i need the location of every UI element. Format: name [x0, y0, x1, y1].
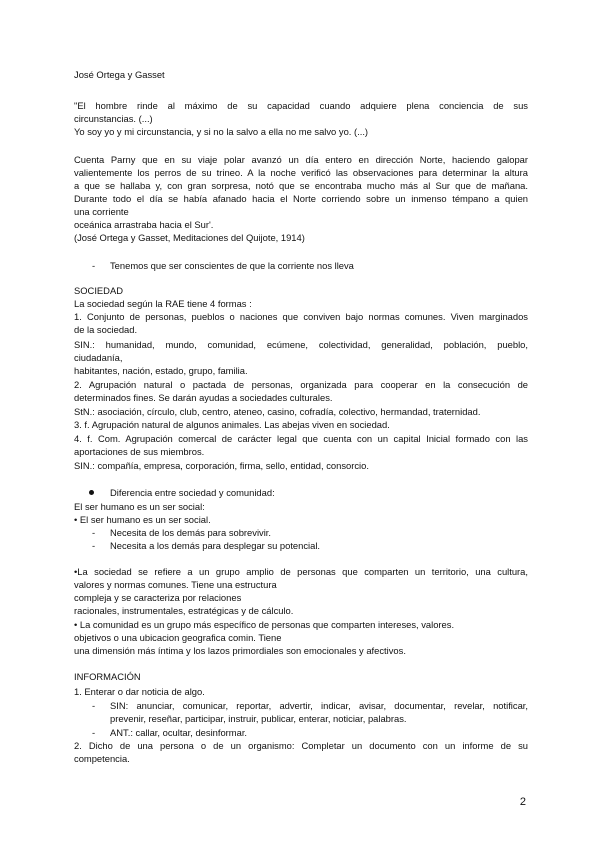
sociedad-sin1-line-1: SIN.: humanidad, mundo, comunidad, ecúmene, colectividad, generalidad, población, pueblo, — [74, 339, 528, 350]
dash-note-text: Tenemos que ser conscientes de que la corriente nos lleva — [110, 260, 354, 271]
sociedad-def-line-4: racionales, instrumentales, estratégicas y de cálculo. — [74, 605, 294, 616]
sociedad-def-line-1: •La sociedad se refiere a un grupo amplio de personas que comparten un territorio, una cultura, — [74, 566, 528, 577]
dash-bullet: - — [92, 260, 96, 271]
informacion-sin-line-2: prevenir, reseñar, participar, instruir, publicar, enterar, noticiar, palabras. — [110, 713, 407, 724]
informacion-def2-line-2: competencia. — [74, 753, 130, 764]
dash-bullet: - — [92, 727, 96, 738]
diferencia-line-2: • El ser humano es un ser social. — [74, 514, 211, 525]
parny-line-1: Cuenta Parny que en su viaje polar avanzó un día entero en dirección Norte, haciendo galopar — [74, 154, 528, 165]
comunidad-def-line-2: objetivos o una ubicacion geografica comin. Tiene — [74, 632, 282, 643]
diferencia-sub-1: Necesita de los demás para sobrevivir. — [110, 527, 272, 538]
sociedad-def4-line-2: aportaciones de sus miembros. — [74, 446, 205, 457]
sociedad-def4-line-1: 4. f. Com. Agrupación comercal de carácter legal que cuenta con un capital Inicial formado con las — [74, 433, 528, 444]
quote-line-1: "El hombre rinde al máximo de su capacidad cuando adquiere plena conciencia de sus — [74, 100, 528, 111]
dash-bullet: - — [92, 527, 96, 538]
bullet-dot-icon — [89, 490, 94, 495]
diferencia-heading: Diferencia entre sociedad y comunidad: — [110, 487, 275, 498]
sociedad-heading: SOCIEDAD — [74, 285, 123, 296]
parny-line-6: oceánica arrastraba hacia el Sur'. — [74, 219, 214, 230]
sociedad-def-line-3: compleja y se caracteriza por relaciones — [74, 592, 242, 603]
parny-line-2: valientemente los perros de su trineo. A la noche verificó las observaciones para determinar la altura — [74, 167, 528, 178]
parny-citation: (José Ortega y Gasset, Meditaciones del Quijote, 1914) — [74, 232, 305, 243]
diferencia-line-1: El ser humano es un ser social: — [74, 501, 205, 512]
sociedad-def3: 3. f. Agrupación natural de algunos animales. Las abejas viven en sociedad. — [74, 419, 390, 430]
informacion-heading: INFORMACIÓN — [74, 671, 141, 682]
author-name: José Ortega y Gasset — [74, 69, 165, 80]
sociedad-sin1-line-3: habitantes, nación, estado, grupo, familia. — [74, 365, 248, 376]
informacion-def2-line-1: 2. Dicho de una persona o de un organismo: Completar un documento con un informe de su — [74, 740, 528, 751]
dash-bullet: - — [92, 540, 96, 551]
sociedad-def2-line-2: determinados fines. Se darán ayudas a sociedades culturales. — [74, 392, 333, 403]
sociedad-sin1-line-2: ciudadanía, — [74, 352, 123, 363]
comunidad-def-line-1: • La comunidad es un grupo más específico de personas que comparten intereses, valores. — [74, 619, 455, 630]
informacion-def1: 1. Enterar o dar noticia de algo. — [74, 686, 205, 697]
quote-line-2: circunstancias. (...) — [74, 113, 153, 124]
informacion-sin-line-1: SIN: anunciar, comunicar, reportar, advertir, indicar, avisar, documentar, revelar, notificar, — [110, 700, 528, 711]
dash-bullet: - — [92, 700, 96, 711]
sociedad-def2-line-1: 2. Agrupación natural o pactada de personas, organizada para cooperar en la consecución de — [74, 379, 528, 390]
sociedad-intro: La sociedad según la RAE tiene 4 formas : — [74, 298, 252, 309]
sociedad-def1-line-1: 1. Conjunto de personas, pueblos o naciones que conviven bajo normas comunes. Viven marginados — [74, 311, 528, 322]
informacion-ant: ANT.: callar, ocultar, desinformar. — [110, 727, 248, 738]
sociedad-def-line-2: valores y normas comunes. Tiene una estructura — [74, 579, 277, 590]
parny-line-3: a que se hallaba y, con gran sorpresa, notó que se encontraba mucho más al Sur que de mañana. — [74, 180, 528, 191]
page-number: 2 — [519, 796, 526, 808]
sociedad-sin2: StN.: asociación, círculo, club, centro, ateneo, casino, cofradía, colectivo, hermandad, traternidad. — [74, 406, 481, 417]
sociedad-def1-line-2: de la sociedad. — [74, 324, 138, 335]
parny-line-4: Durante todo el día se había afanado hacia el Norte corriendo sobre un inmenso témpano a quien — [74, 193, 528, 204]
quote-line-3: Yo soy yo y mi circunstancia, y si no la salvo a ella no me salvo yo. (...) — [74, 126, 369, 137]
parny-line-5: una corriente — [74, 206, 129, 217]
comunidad-def-line-3: una dimensión más íntima y los lazos primordiales son emocionales y afectivos. — [74, 645, 406, 656]
diferencia-sub-2: Necesita a los demás para desplegar su potencial. — [110, 540, 321, 551]
sociedad-sin4: SIN.: compañía, empresa, corporación, firma, sello, entidad, consorcio. — [74, 460, 369, 471]
